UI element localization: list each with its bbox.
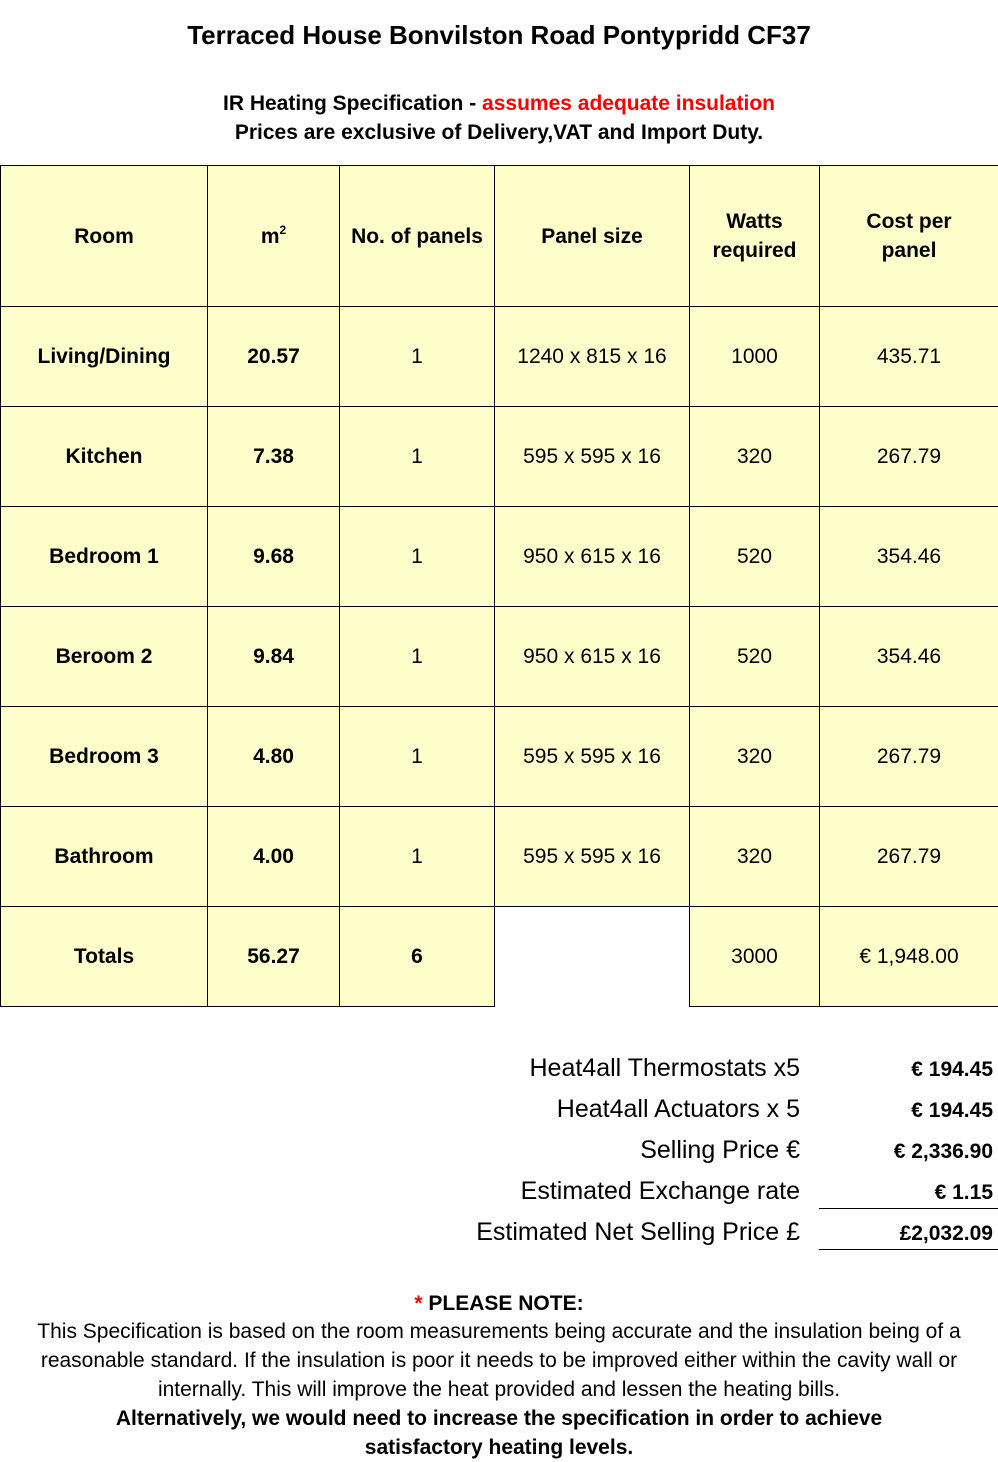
header-cost xyxy=(820,166,998,307)
page-title: Terraced House Bonvilston Road Pontypridd CF37 xyxy=(0,20,998,51)
summary-exchange-rate xyxy=(0,1176,998,1217)
cell-watts: 320 xyxy=(690,407,820,507)
cell-cost: 267.79 xyxy=(820,807,998,907)
summary-value: € 194.45 xyxy=(911,1056,993,1084)
cell-area: 9.84 xyxy=(208,607,340,707)
cell-area: 4.80 xyxy=(208,707,340,807)
summary-label: Selling Price € xyxy=(640,1135,800,1165)
table-row xyxy=(1,407,998,507)
header-watts-label: Watts required xyxy=(700,207,810,265)
cell-panel-size: 595 x 595 x 16 xyxy=(495,407,690,507)
cell-cost: 354.46 xyxy=(820,607,998,707)
note-body: This Specification is based on the room measurements being accurate and the insulation being of a reasonable standard. If the insulation is poor it needs to be improved either within the cavity wall or internally. This will improve the heat provided and lessen the heating bills. xyxy=(0,1317,998,1404)
cell-room: Bedroom 3 xyxy=(1,707,208,807)
header-watts xyxy=(690,166,820,307)
cell-room: Bedroom 1 xyxy=(1,507,208,607)
summary-value: € 194.45 xyxy=(911,1097,993,1125)
cell-panel-size: 595 x 595 x 16 xyxy=(495,707,690,807)
summary-value: £2,032.09 xyxy=(900,1220,993,1248)
table-row xyxy=(1,707,998,807)
cell-room: Beroom 2 xyxy=(1,607,208,707)
header-room: Room xyxy=(1,166,208,307)
totals-area: 56.27 xyxy=(208,907,340,1007)
summary-underline xyxy=(819,1249,998,1250)
cell-cost: 435.71 xyxy=(820,307,998,407)
table-row xyxy=(1,307,998,407)
cell-panels: 1 xyxy=(340,507,495,607)
header-area-label: m xyxy=(261,225,280,248)
cell-watts: 320 xyxy=(690,707,820,807)
table-row xyxy=(1,507,998,607)
table-row xyxy=(1,807,998,907)
totals-panels: 6 xyxy=(340,907,495,1007)
cell-panels: 1 xyxy=(340,307,495,407)
summary-value: € 1.15 xyxy=(935,1179,993,1207)
cell-panels: 1 xyxy=(340,407,495,507)
cell-watts: 520 xyxy=(690,607,820,707)
totals-label: Totals xyxy=(1,907,208,1007)
cell-area: 9.68 xyxy=(208,507,340,607)
summary-selling-price xyxy=(0,1135,998,1176)
cell-cost: 354.46 xyxy=(820,507,998,607)
cell-room: Kitchen xyxy=(1,407,208,507)
summary-label: Heat4all Actuators x 5 xyxy=(557,1094,800,1124)
insulation-warning: assumes adequate insulation xyxy=(482,92,775,115)
summary-label: Estimated Net Selling Price £ xyxy=(476,1217,800,1247)
header-cost-label: Cost per panel xyxy=(854,207,964,265)
summary-label: Estimated Exchange rate xyxy=(521,1176,800,1206)
cell-panel-size: 1240 x 815 x 16 xyxy=(495,307,690,407)
cell-room: Living/Dining xyxy=(1,307,208,407)
totals-row xyxy=(1,907,998,1007)
cell-watts: 1000 xyxy=(690,307,820,407)
summary-value: € 2,336.90 xyxy=(894,1138,993,1166)
totals-panel-size-empty xyxy=(495,907,690,1007)
table-row xyxy=(1,607,998,707)
note-heading xyxy=(0,1292,998,1316)
heating-spec-table xyxy=(0,165,998,1007)
cell-room: Bathroom xyxy=(1,807,208,907)
header-panels: No. of panels xyxy=(340,166,495,307)
cell-cost: 267.79 xyxy=(820,707,998,807)
note-heading-text: PLEASE NOTE: xyxy=(423,1292,584,1315)
note-alternative: Alternatively, we would need to increase the specification in order to achieve satisfactory heating levels. xyxy=(0,1404,998,1462)
cell-watts: 320 xyxy=(690,807,820,907)
spec-subtitle xyxy=(0,92,998,116)
cell-panels: 1 xyxy=(340,807,495,907)
cell-cost: 267.79 xyxy=(820,407,998,507)
cell-panel-size: 595 x 595 x 16 xyxy=(495,807,690,907)
cell-panel-size: 950 x 615 x 16 xyxy=(495,507,690,607)
cell-panels: 1 xyxy=(340,707,495,807)
header-panel-size: Panel size xyxy=(495,166,690,307)
table-header-row xyxy=(1,166,998,307)
cell-area: 4.00 xyxy=(208,807,340,907)
header-area-sup: 2 xyxy=(280,223,287,237)
totals-watts: 3000 xyxy=(690,907,820,1007)
summary-label: Heat4all Thermostats x5 xyxy=(530,1053,801,1083)
subtitle-prefix: IR Heating Specification - xyxy=(223,92,482,115)
header-area xyxy=(208,166,340,307)
cell-panels: 1 xyxy=(340,607,495,707)
cell-watts: 520 xyxy=(690,507,820,607)
summary-underline xyxy=(819,1208,998,1209)
cell-area: 7.38 xyxy=(208,407,340,507)
summary-actuators xyxy=(0,1094,998,1135)
cell-panel-size: 950 x 615 x 16 xyxy=(495,607,690,707)
totals-cost: € 1,948.00 xyxy=(820,907,998,1007)
note-asterisk: * xyxy=(414,1292,422,1315)
price-disclaimer: Prices are exclusive of Delivery,VAT and Import Duty. xyxy=(0,121,998,145)
summary-net-price xyxy=(0,1217,998,1258)
summary-thermostats xyxy=(0,1053,998,1094)
cell-area: 20.57 xyxy=(208,307,340,407)
